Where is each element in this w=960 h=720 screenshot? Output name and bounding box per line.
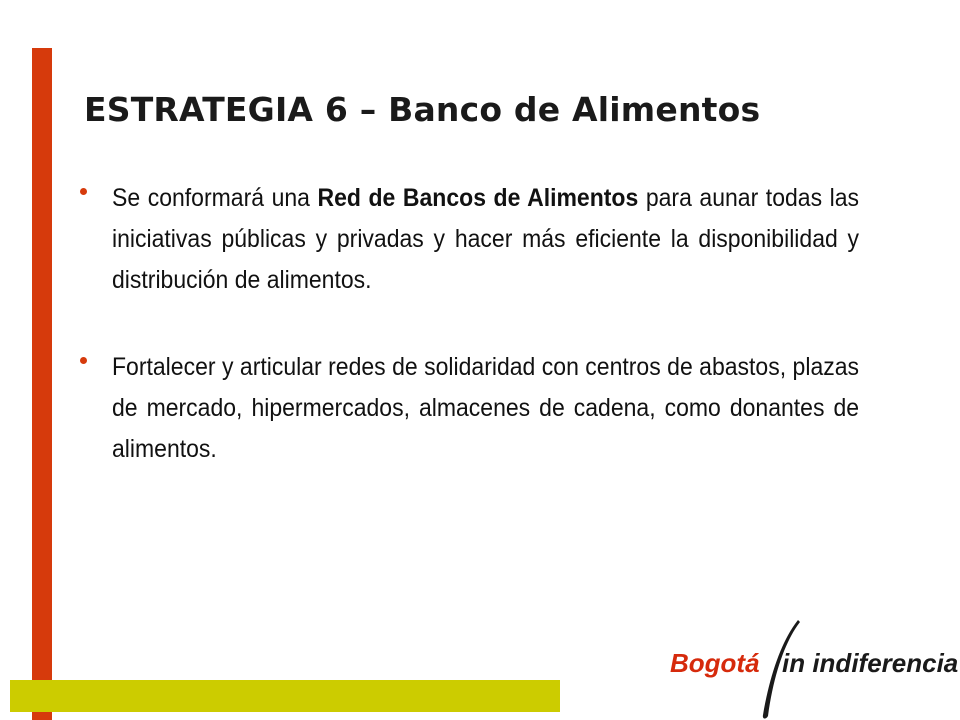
bullet-dot-icon <box>80 188 87 195</box>
list-item <box>80 347 860 470</box>
logo-text-bogota: Bogotá <box>670 648 760 678</box>
bullet-list <box>80 178 860 470</box>
bullet-text-pre: Se conformará una <box>112 184 318 212</box>
list-item <box>80 178 860 301</box>
logo-text-sin-indiferencia: in indiferencia <box>782 648 959 678</box>
bullet-text <box>112 178 859 301</box>
bullet-text-bold: Red de Bancos de Alimentos <box>317 184 639 212</box>
bullet-dot-icon <box>80 357 87 364</box>
bullet-text: Fortalecer y articular redes de solidaridad con centros de abastos, plazas de mercado, hipermercados, almacenes de cadena, como donantes de alimentos. <box>112 353 860 463</box>
bogota-logo <box>662 620 959 720</box>
vertical-accent-bar <box>32 48 52 720</box>
bullet-text-post: para aunar todas las iniciativas públicas y privadas y hacer más eficiente la disponibilidad y distribución de alimentos. <box>112 184 860 294</box>
horizontal-accent-bar <box>10 680 560 712</box>
slide-title: ESTRATEGIA 6 – Banco de Alimentos <box>84 90 761 129</box>
